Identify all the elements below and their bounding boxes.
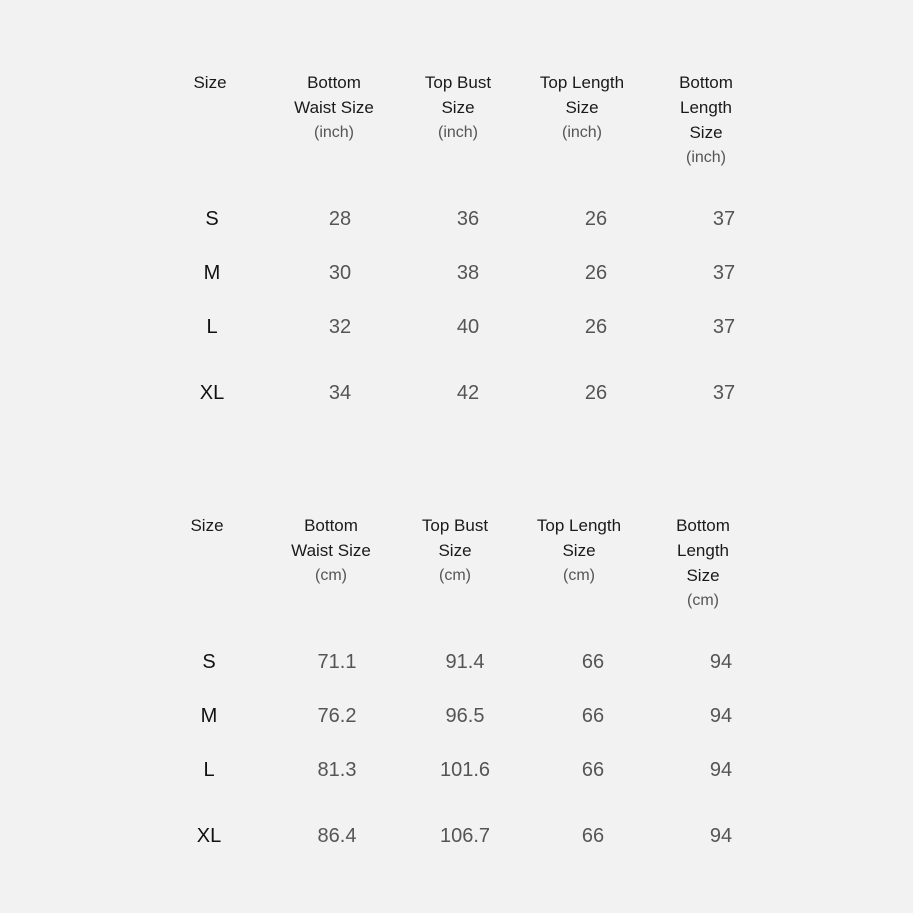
row-bust: 36 [456,208,480,230]
header-line: Length [680,98,732,117]
header-size [145,513,269,643]
header-size-label: Size [193,73,227,92]
header-line: Size [562,541,596,560]
row-size: L [206,316,218,338]
row-bottom-length: 37 [712,262,736,284]
header-line: Top Bust [421,516,489,535]
header-waist [269,513,393,643]
header-unit: (cm) [439,567,471,584]
header-unit: (cm) [315,567,347,584]
row-top-length: 26 [584,382,608,404]
row-bottom-length: 37 [712,382,736,404]
table-row [145,825,785,848]
header-line: Bottom [307,73,361,92]
header-line: Bottom [676,516,730,535]
table-row [145,759,785,782]
header-line: Size [441,98,475,117]
table-row [148,208,788,231]
row-size: L [203,759,215,781]
row-waist: 81.3 [317,759,357,781]
header-line: Size [689,123,723,142]
row-bust: 96.5 [445,705,485,727]
row-bottom-length: 37 [712,316,736,338]
header-bust [396,70,520,200]
row-bottom-length: 94 [709,705,733,727]
row-waist: 28 [328,208,352,230]
row-bust: 101.6 [439,759,491,781]
row-bust: 38 [456,262,480,284]
row-size: XL [199,382,225,404]
header-top-length [520,70,644,200]
header-unit: (inch) [685,149,726,166]
row-waist: 76.2 [317,705,357,727]
header-size-label: Size [190,516,224,535]
header-line: Bottom [679,73,733,92]
header-unit: (inch) [437,124,478,141]
row-bottom-length: 94 [709,759,733,781]
header-line: Top Length [536,516,622,535]
row-waist: 71.1 [317,651,357,673]
row-waist: 32 [328,316,352,338]
header-line: Top Bust [424,73,492,92]
row-bottom-length: 94 [709,651,733,673]
row-waist: 34 [328,382,352,404]
row-size: M [200,705,218,727]
row-bust: 106.7 [439,825,491,847]
header-line: Size [686,566,720,585]
header-waist [272,70,396,200]
row-size: XL [196,825,222,847]
row-top-length: 26 [584,262,608,284]
table-row [148,262,788,285]
row-size: M [203,262,221,284]
row-top-length: 66 [581,759,605,781]
row-top-length: 66 [581,705,605,727]
header-unit: (inch) [561,124,602,141]
header-top-length [517,513,641,643]
table-row [145,705,785,728]
header-line: Size [438,541,472,560]
table-row [145,651,785,674]
table-row [148,382,788,405]
header-unit: (cm) [563,567,595,584]
row-top-length: 66 [581,651,605,673]
header-bottom-length [641,513,765,643]
table-row [148,316,788,339]
row-size: S [202,651,216,673]
header-size [148,70,272,200]
row-size: S [205,208,219,230]
header-line: Waist Size [291,541,371,560]
row-top-length: 26 [584,208,608,230]
header-line: Waist Size [294,98,374,117]
header-unit: (cm) [687,592,719,609]
row-waist: 30 [328,262,352,284]
row-bust: 91.4 [445,651,485,673]
header-line: Top Length [539,73,625,92]
row-top-length: 66 [581,825,605,847]
size-chart-inch [148,70,768,404]
row-bust: 42 [456,382,480,404]
row-bottom-length: 94 [709,825,733,847]
header-bottom-length [644,70,768,200]
table-header [148,70,768,200]
header-line: Size [565,98,599,117]
header-unit: (inch) [313,124,354,141]
header-line: Length [677,541,729,560]
table-header [145,513,765,643]
row-bust: 40 [456,316,480,338]
row-top-length: 26 [584,316,608,338]
size-chart-cm [145,513,765,847]
header-bust [393,513,517,643]
row-bottom-length: 37 [712,208,736,230]
row-waist: 86.4 [317,825,357,847]
header-line: Bottom [304,516,358,535]
